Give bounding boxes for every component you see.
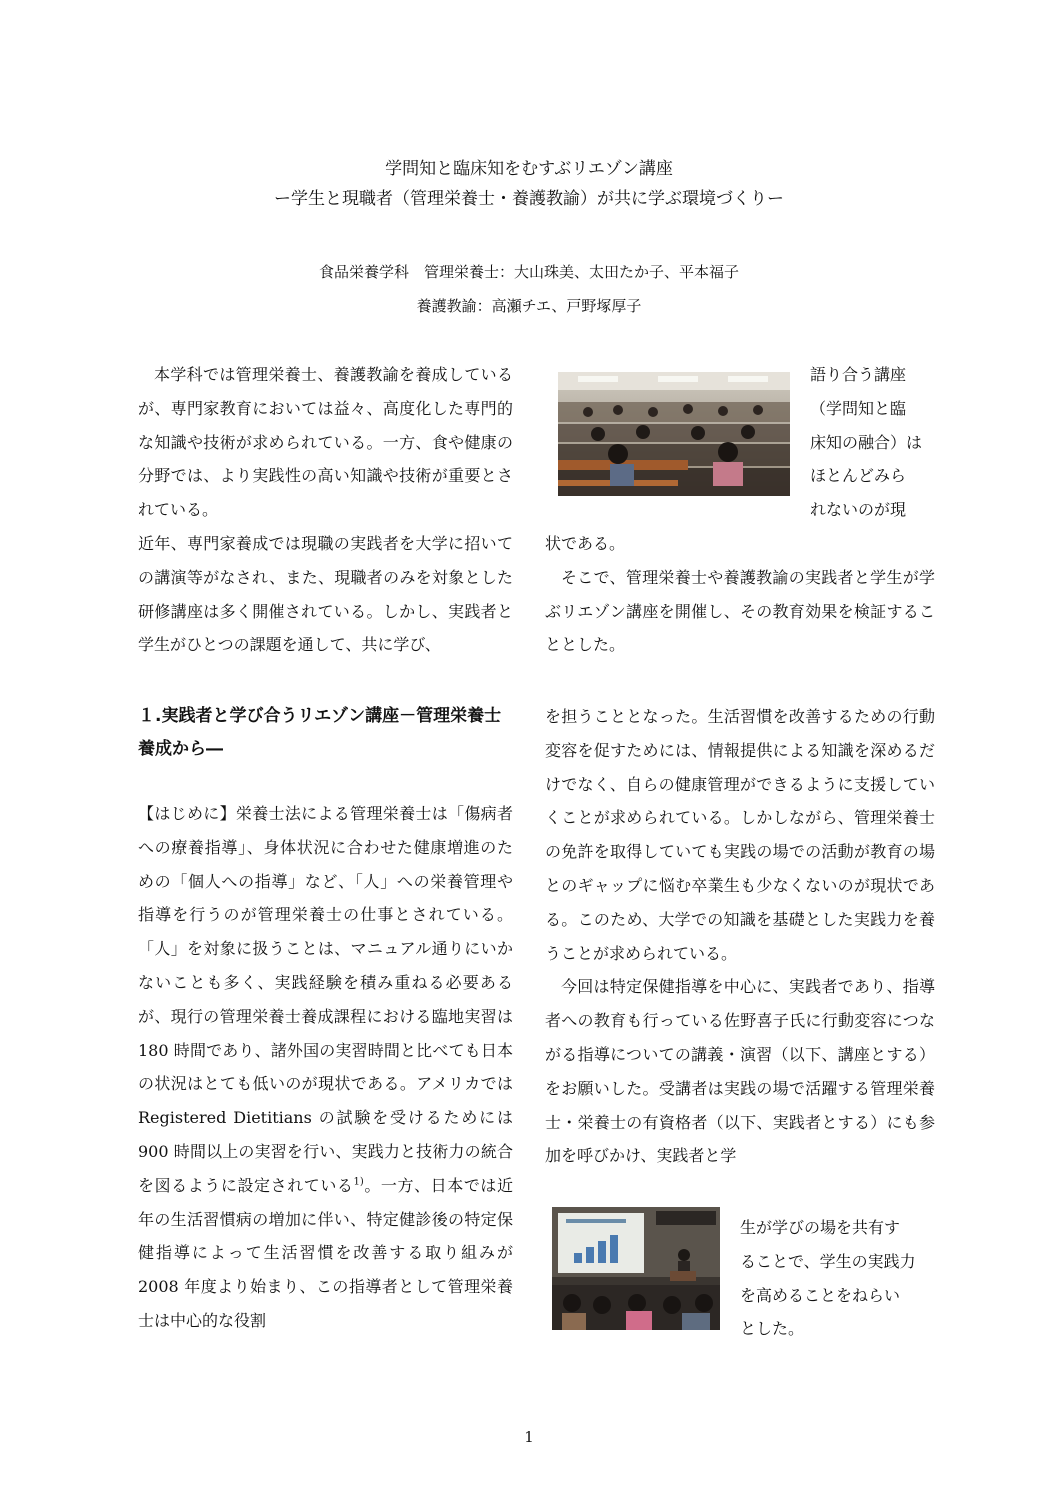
section-1-paragraph-1: [138, 797, 513, 1338]
section-1-heading-line-1: １.実践者と学び合うリエゾン講座－管理栄養士: [138, 706, 502, 726]
intro-right-paragraph-1-end: 状である。: [545, 534, 626, 553]
text-line: 生が学びの場を共有す: [740, 1218, 901, 1237]
intro-paragraph-2: 近年、専門家養成では現職の実践者を大学に招いての講演等がなされ、また、現職者のみを対象とした研修講座は多く開催されている。しかし、実践者と学生がひとつの課題を通して、共に学び、: [138, 533, 513, 655]
intro-paragraph-1: 本学科では管理栄養士、養護教諭を養成しているが、専門家教育においては益々、高度化した専門的な知識や技術が求められている。一方、食や健康の分野では、より実践性の高い知識や技術が重要とされている。: [138, 365, 513, 520]
authors-line-1: 食品栄養学科 管理栄養士：大山珠美、太田たか子、平本福子: [318, 263, 739, 281]
page-subtitle: ー学生と現職者（管理栄養士・養護教諭）が共に学ぶ環境づくりー: [274, 189, 784, 209]
section-1-right-paragraph-2: 今回は特定保健指導を中心に、実践者であり、指導者への教育も行っている佐野喜子氏に行動変容につながる指導についての講義・演習（以下、講座とする）をお願いした。受講者は実践の場で活躍する管理栄養士・栄養士の有資格者（以下、実践者とする）にも参加を呼びかけ、実践者と学: [545, 977, 935, 1166]
section-1-left-column: [138, 797, 513, 1338]
page-number: 1: [524, 1428, 534, 1446]
text-line: とした。: [740, 1319, 805, 1339]
intro-right-column: [545, 527, 935, 662]
intro-left-column: [138, 358, 513, 662]
lecture-hall-photo: [558, 372, 790, 496]
text-line: 語り合う講座: [810, 365, 907, 384]
section-1-paragraph-1-text: 【はじめに】栄養士法による管理栄養士は「傷病者への療養指導」、身体状況に合わせた健康増進のための「個人への指導」など、「人」への栄養管理や指導を行うのが管理栄養士の仕事とされている。「人」を対象に扱うことは、マニュアル通りにいかないことも多く、実践経験を積み重ねる必要あるが、現行の管理栄養士養成課程における臨地実習は 180 時間であり、諸外国の実習時間と比べても日本の状況はとても低いのが現状である。アメリカでは Registered Dietitians の試験を受けるためには 900 時間以上の実習を行い、実践力と技術力の統合を図るように設定されている: [138, 804, 513, 1195]
section-1-heading: [138, 700, 513, 766]
text-line: 床知の融合）は: [810, 432, 923, 452]
text-line: れないのが現: [810, 500, 907, 520]
section-1-beside-photo-text: [740, 1211, 940, 1346]
presentation-photo: [552, 1207, 720, 1330]
intro-beside-photo-text: [810, 358, 940, 527]
page-title: 学問知と臨床知をむすぶリエゾン講座: [385, 159, 673, 179]
section-1-heading-line-2: 養成から―: [138, 739, 223, 759]
authors-line-2: 養護教諭：高瀬チエ、戸野塚厚子: [416, 297, 642, 315]
text-line: を高めることをねらい: [740, 1285, 901, 1305]
text-line: ることで、学生の実践力: [740, 1251, 916, 1271]
section-1-paragraph-1-continued: 。一方、日本では近年の生活習慣病の増加に伴い、特定健診後の特定保健指導によって生活習慣を改善する取り組みが 2008 年度より始まり、この指導者として管理栄養士は中心的な役割: [138, 1175, 513, 1330]
text-line: （学問知と臨: [810, 398, 907, 418]
intro-right-paragraph-2: そこで、管理栄養士や養護教諭の実践者と学生が学ぶリエゾン講座を開催し、その教育効果を検証することとした。: [545, 567, 935, 655]
text-line: ほとんどみら: [810, 466, 907, 486]
reference-superscript: 1): [353, 1176, 364, 1188]
section-1-right-column: [545, 700, 935, 1173]
section-1-right-paragraph-1: を担うこととなった。生活習慣を改善するための行動変容を促すためには、情報提供による知識を深めるだけでなく、自らの健康管理ができるように支援していくことが求められている。しかしながら、管理栄養士の免許を取得していても実践の場での活動が教育の場とのギャップに悩む卒業生も少なくないのが現状である。このため、大学での知識を基礎とした実践力を養うことが求められている。: [545, 707, 935, 963]
